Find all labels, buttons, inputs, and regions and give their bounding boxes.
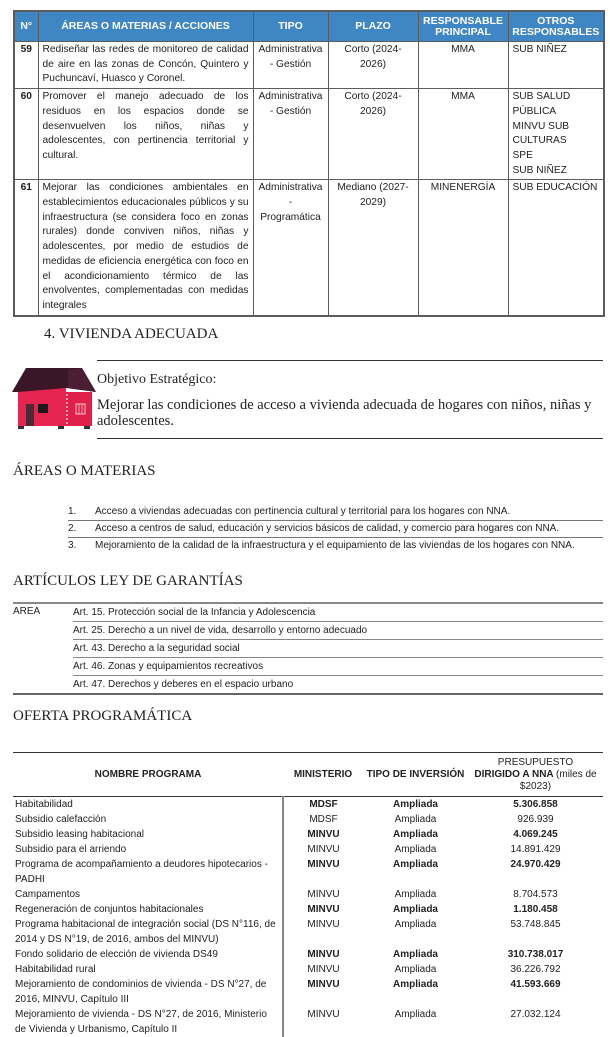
program-ministry: MINVU (283, 947, 363, 962)
table-row (13, 857, 603, 887)
program-budget: 14.891.429 (468, 842, 603, 857)
actions-table (13, 10, 605, 317)
row-action: Mejorar las condiciones ambientales en establecimientos educacionales públicos y su infraestructura (se considera foco en zonas rurales) donde conviven niños, niñas y adolescentes, por medio de estudios de medidas de eficiencia energética con foco en el acondicionamiento térmico de las envolventes, complementadas con medidas integrales (38, 180, 253, 316)
article-row: Art. 47. Derechos y deberes en el espacio urbano (73, 676, 603, 693)
programs-table-header (13, 753, 603, 797)
row-action: Promover el manejo adecuado de los residuos en los espacios donde se desenvuelven los niños, niñas y adolescentes, con pertinencia territorial y cultural. (38, 89, 253, 180)
program-budget: 1.180.458 (468, 902, 603, 917)
program-investment-type: Ampliada (363, 842, 468, 857)
otros-item: SUB NIÑEZ (513, 43, 600, 58)
list-text: Acceso a viviendas adecuadas con pertinencia cultural y territorial para los hogares con NNA. (95, 504, 603, 520)
program-investment-type: Ampliada (363, 902, 468, 917)
list-item (68, 504, 603, 521)
program-ministry: MDSF (283, 812, 363, 827)
program-ministry: MINVU (283, 962, 363, 977)
objective-text: Mejorar las condiciones de acceso a vivienda adecuada de hogares con niños, niñas y adolescentes. (97, 397, 607, 429)
program-name: Programa de acompañamiento a deudores hipotecarios - PADHI (13, 857, 283, 887)
program-name: Fondo solidario de elección de vivienda DS49 (13, 947, 283, 962)
otros-item: SUB SALUD PÚBLICA (513, 90, 600, 119)
divider (97, 438, 603, 439)
header-plazo: PLAZO (328, 11, 418, 42)
row-number: 61 (14, 180, 38, 316)
row-plazo: Corto (2024-2026) (328, 42, 418, 89)
table-row (13, 962, 603, 977)
program-ministry: MINVU (283, 1007, 363, 1037)
program-name: Habitabilidad rural (13, 962, 283, 977)
table-row (13, 827, 603, 842)
program-name: Programa habitacional de integración social (DS N°116, de 2014 y DS N°19, de 2016, ambos del MINVU) (13, 917, 283, 947)
program-ministry: MDSF (283, 797, 363, 813)
otros-item: SUB NIÑEZ (513, 164, 600, 179)
header-presupuesto-line3: (miles de $2023) (520, 769, 597, 792)
program-budget: 8.704.573 (468, 887, 603, 902)
divider (97, 360, 603, 361)
actions-table-header (14, 11, 604, 42)
articles-title: ARTÍCULOS LEY DE GARANTÍAS (13, 573, 243, 590)
program-investment-type: Ampliada (363, 887, 468, 902)
articles-table (13, 602, 603, 695)
table-row (13, 887, 603, 902)
row-action: Rediseñar las redes de monitoreo de calidad de aire en las zonas de Concón, Quintero y Puchuncaví, Huasco y Coronel. (38, 42, 253, 89)
program-budget: 24.970.429 (468, 857, 603, 887)
program-budget: 27.032.124 (468, 1007, 603, 1037)
table-row (13, 797, 603, 813)
program-investment-type: Ampliada (363, 1007, 468, 1037)
program-investment-type: Ampliada (363, 812, 468, 827)
table-row (13, 842, 603, 857)
table-row (13, 812, 603, 827)
list-number: 1. (68, 504, 95, 520)
program-investment-type: Ampliada (363, 947, 468, 962)
table-row (13, 977, 603, 1007)
program-investment-type: Ampliada (363, 962, 468, 977)
programs-table (13, 752, 603, 1037)
header-presupuesto (468, 753, 603, 797)
header-ministerio: MINISTERIO (283, 753, 363, 797)
section-title: 4. VIVIENDA ADECUADA (44, 326, 218, 343)
article-row: Art. 25. Derecho a un nivel de vida, desarrollo y entorno adecuado (73, 622, 603, 640)
row-tipo: Administrativa - Gestión (253, 42, 328, 89)
row-otros (508, 89, 604, 180)
row-tipo: Administrativa - Gestión (253, 89, 328, 180)
program-ministry: MINVU (283, 842, 363, 857)
program-investment-type: Ampliada (363, 857, 468, 887)
house-icon (12, 366, 98, 430)
row-number: 60 (14, 89, 38, 180)
areas-list (68, 504, 603, 554)
header-acciones: ÁREAS O MATERIAS / ACCIONES (38, 11, 253, 42)
programs-table-body (13, 797, 603, 1037)
otros-item: SPE (513, 149, 600, 164)
objective-label: Objetivo Estratégico: (97, 372, 216, 388)
list-text: Mejoramiento de la calidad de la infraestructura y el equipamiento de las viviendas de los hogares con NNA. (95, 538, 603, 554)
program-investment-type: Ampliada (363, 827, 468, 842)
program-ministry: MINVU (283, 857, 363, 887)
program-ministry: MINVU (283, 827, 363, 842)
table-row (14, 89, 604, 180)
program-budget: 926.939 (468, 812, 603, 827)
programs-title: OFERTA PROGRAMÁTICA (13, 708, 192, 725)
program-budget: 4.069.245 (468, 827, 603, 842)
row-number: 59 (14, 42, 38, 89)
article-row: Art. 43. Derecho a la seguridad social (73, 640, 603, 658)
list-item (68, 521, 603, 538)
table-row (14, 180, 604, 316)
list-item (68, 538, 603, 554)
program-budget: 310.738.017 (468, 947, 603, 962)
header-otros: OTROS RESPONSABLES (508, 11, 604, 42)
program-ministry: MINVU (283, 887, 363, 902)
program-name: Habitabilidad (13, 797, 283, 813)
header-tipo: TIPO (253, 11, 328, 42)
header-n: N° (14, 11, 38, 42)
table-row (13, 1007, 603, 1037)
area-label: AREA (13, 606, 40, 617)
row-otros (508, 42, 604, 89)
row-responsable: MMA (418, 89, 508, 180)
program-investment-type: Ampliada (363, 977, 468, 1007)
header-tipo-inversion: TIPO DE INVERSIÓN (363, 753, 468, 797)
program-name: Mejoramiento de vivienda - DS N°27, de 2016, Ministerio de Vivienda y Urbanismo, Capítulo II (13, 1007, 283, 1037)
row-responsable: MMA (418, 42, 508, 89)
row-plazo: Corto (2024-2026) (328, 89, 418, 180)
program-investment-type: Ampliada (363, 797, 468, 813)
program-name: Campamentos (13, 887, 283, 902)
program-name: Subsidio leasing habitacional (13, 827, 283, 842)
program-budget: 53.748.845 (468, 917, 603, 947)
row-plazo: Mediano (2027-2029) (328, 180, 418, 316)
program-budget: 5.306.858 (468, 797, 603, 813)
table-row (13, 947, 603, 962)
program-investment-type: Ampliada (363, 917, 468, 947)
list-number: 3. (68, 538, 95, 554)
program-name: Regeneración de conjuntos habitacionales (13, 902, 283, 917)
row-tipo: Administrativa - Programática (253, 180, 328, 316)
header-presupuesto-line1: PRESUPUESTO (470, 757, 601, 769)
program-ministry: MINVU (283, 917, 363, 947)
program-budget: 36.226.792 (468, 962, 603, 977)
row-otros (508, 180, 604, 316)
header-nombre-programa: NOMBRE PROGRAMA (13, 753, 283, 797)
table-row (14, 42, 604, 89)
program-name: Mejoramiento de condominios de vivienda - DS N°27, de 2016, MINVU, Capítulo III (13, 977, 283, 1007)
areas-title: ÁREAS O MATERIAS (13, 463, 156, 480)
header-responsable: RESPONSABLE PRINCIPAL (418, 11, 508, 42)
program-budget: 41.593.669 (468, 977, 603, 1007)
table-row (13, 902, 603, 917)
list-number: 2. (68, 521, 95, 537)
otros-item: MINVU SUB CULTURAS (513, 120, 600, 149)
program-ministry: MINVU (283, 902, 363, 917)
program-name: Subsidio calefacción (13, 812, 283, 827)
list-text: Acceso a centros de salud, educación y servicios básicos de calidad, y comercio para hogares con NNA. (95, 521, 603, 537)
table-row (13, 917, 603, 947)
program-ministry: MINVU (283, 977, 363, 1007)
otros-item: SUB EDUCACIÓN (513, 181, 600, 196)
article-row: Art. 15. Protección social de la Infancia y Adolescencia (73, 604, 603, 622)
row-responsable: MINENERGÍA (418, 180, 508, 316)
program-name: Subsidio para el arriendo (13, 842, 283, 857)
article-row: Art. 46. Zonas y equipamientos recreativos (73, 658, 603, 676)
header-presupuesto-line2: DIRIGIDO A NNA (474, 769, 553, 780)
